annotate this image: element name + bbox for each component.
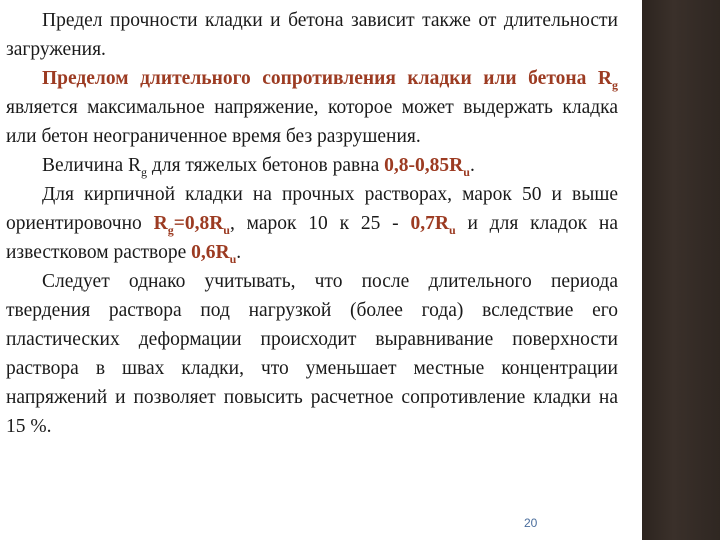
body-text — [6, 6, 618, 441]
text-line: или бетон неограниченное время без разрушения. — [6, 126, 421, 147]
text-line: загружения. — [6, 39, 106, 60]
formula-line: Величина $R_g$ для тяжелых бетонов равна $0,8-0,85R_u$. — [42, 155, 475, 179]
text-line: напряжений и позволяет повысить расчетное сопротивление кладки на — [6, 387, 618, 408]
text-line: раствора в швах кладки, что уменьшает местные концентрации — [6, 358, 618, 379]
text-line: твердения раствора под нагрузкой (более года) вследствие его — [6, 300, 618, 321]
text-line: 15 %. — [6, 416, 52, 437]
text-line: является максимальное напряжение, которое может выдержать кладка — [6, 97, 618, 118]
page-number: 20 — [524, 516, 538, 530]
text-line: Для кирпичной кладки на прочных растворах, марок 50 и выше — [42, 184, 618, 205]
formula-line: известковом растворе $0,6R_u$. — [6, 242, 242, 266]
text-line: Предел прочности кладки и бетона зависит также от длительности — [42, 10, 618, 31]
text-line: Следует однако учитывать, что после длительного периода — [42, 271, 618, 292]
text-line: пластических деформации происходит выравнивание поверхности — [6, 329, 618, 350]
decorative-side-panel — [642, 0, 720, 540]
definition-line: Пределом длительного сопротивления кладки или бетона $R_g$ — [42, 68, 618, 92]
formula-line: ориентировочно $R_g=0,8R_u$, марок 10 к $25 - 0,7R_u$ и для кладок на — [6, 213, 619, 237]
